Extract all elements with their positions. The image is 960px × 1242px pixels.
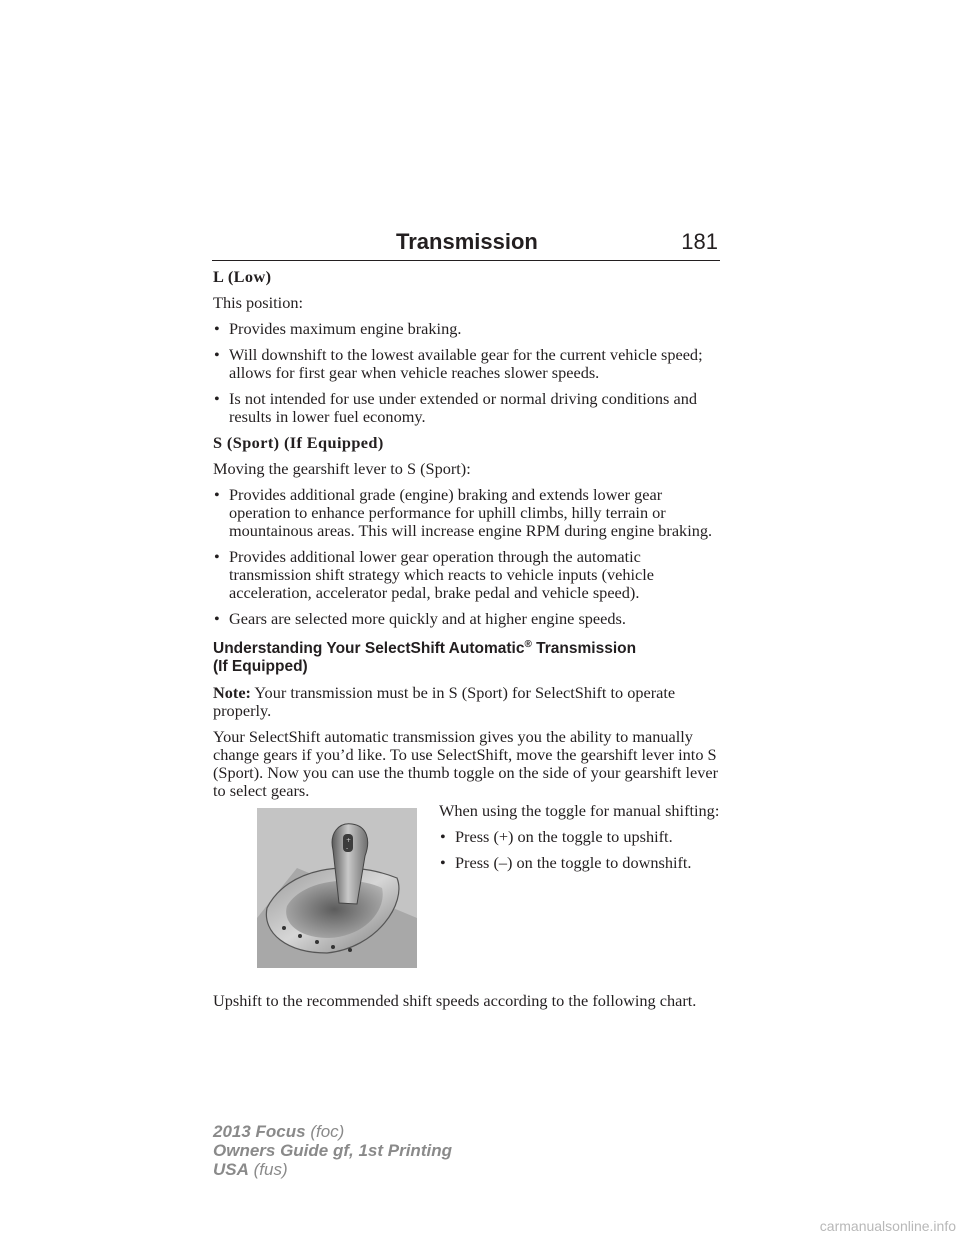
section-title: Transmission — [396, 229, 538, 254]
list-item-text: Provides maximum engine braking. — [229, 319, 462, 338]
list-item — [213, 390, 721, 426]
list-item — [439, 854, 721, 872]
toggle-figure-row — [213, 802, 721, 984]
footer-line-1 — [213, 1122, 452, 1141]
list-item-text: Press (–) on the toggle to downshift. — [455, 853, 692, 873]
selectshift-heading-part2: Transmission — [531, 640, 637, 658]
note-label: Note: — [213, 683, 251, 703]
list-item — [213, 346, 721, 382]
sport-intro: Moving the gearshift lever to S (Sport): — [213, 459, 471, 478]
list-item — [213, 486, 721, 540]
low-intro: This position: — [213, 293, 304, 312]
list-item-text: Press (+) on the toggle to upshift. — [455, 827, 673, 847]
bullet-glyph: • — [214, 345, 220, 364]
note-paragraph — [213, 684, 721, 720]
footer-market: USA — [213, 1160, 249, 1179]
toggle-intro: When using the toggle for manual shifting: — [439, 801, 720, 821]
list-item — [213, 320, 721, 338]
low-bullet-list — [213, 320, 721, 426]
bullet-glyph: • — [214, 319, 220, 338]
page-footer — [213, 1122, 452, 1179]
page-content — [213, 268, 721, 1018]
bullet-glyph: • — [214, 609, 220, 628]
list-item-text: Provides additional grade (engine) braking and extends lower gear operation to enhance performance for uphill climbs, hilly terrain or mountainous areas. This will increase engine RPM during engine braking. — [229, 485, 713, 540]
note-text: Your transmission must be in S (Sport) for SelectShift to operate properly. — [213, 683, 676, 721]
selectshift-heading-line2: (If Equipped) — [213, 658, 308, 676]
selectshift-heading-part1: Understanding Your SelectShift Automatic — [213, 640, 525, 658]
bullet-glyph: • — [214, 547, 220, 566]
page-number: 181 — [681, 229, 718, 254]
footer-model-code: (foc) — [305, 1122, 345, 1141]
list-item-text: Will downshift to the lowest available gear for the current vehicle speed; allows for first gear when vehicle reaches slower speeds. — [229, 345, 703, 382]
footer-line-2: Owners Guide gf, 1st Printing — [213, 1141, 452, 1160]
list-item-text: Is not intended for use under extended or normal driving conditions and results in lower fuel economy. — [229, 389, 697, 426]
registered-mark: ® — [524, 639, 532, 650]
selectshift-paragraph: Your SelectShift automatic transmission gives you the ability to manually change gears if you’d like. To use SelectShift, move the gearshift lever into S (Sport). Now you can use the thumb toggle on the side of your gearshift lever to select gears. — [213, 727, 719, 801]
bullet-glyph: • — [440, 827, 446, 847]
list-item-text: Provides additional lower gear operation through the automatic transmission shift strategy which reacts to vehicle inputs (vehicle acceleration, accelerator pedal, brake pedal and vehicle speed). — [229, 547, 655, 602]
svg-text:+: + — [346, 837, 352, 845]
selectshift-heading — [213, 636, 721, 676]
list-item — [439, 828, 721, 846]
footer-model: 2013 Focus — [213, 1122, 306, 1141]
svg-text:-: - — [346, 845, 349, 853]
sport-heading: S (Sport) (If Equipped) — [213, 433, 384, 452]
toggle-instructions — [439, 802, 721, 880]
footer-line-3 — [213, 1160, 452, 1179]
closing-paragraph: Upshift to the recommended shift speeds according to the following chart. — [213, 991, 697, 1011]
sport-bullet-list — [213, 486, 721, 628]
list-item — [213, 610, 721, 628]
footer-market-code: (fus) — [248, 1160, 288, 1179]
watermark: carmanualsonline.info — [819, 1218, 956, 1234]
toggle-bullet-list — [439, 828, 721, 872]
list-item-text: Gears are selected more quickly and at higher engine speeds. — [229, 609, 626, 628]
list-item — [213, 548, 721, 602]
gearshift-lever-icon — [257, 808, 417, 968]
low-heading: L (Low) — [213, 267, 272, 286]
bullet-glyph: • — [214, 485, 220, 504]
bullet-glyph: • — [214, 389, 220, 408]
gearshift-lever-illustration — [257, 808, 417, 968]
page-header — [212, 228, 720, 261]
bullet-glyph: • — [440, 853, 446, 873]
